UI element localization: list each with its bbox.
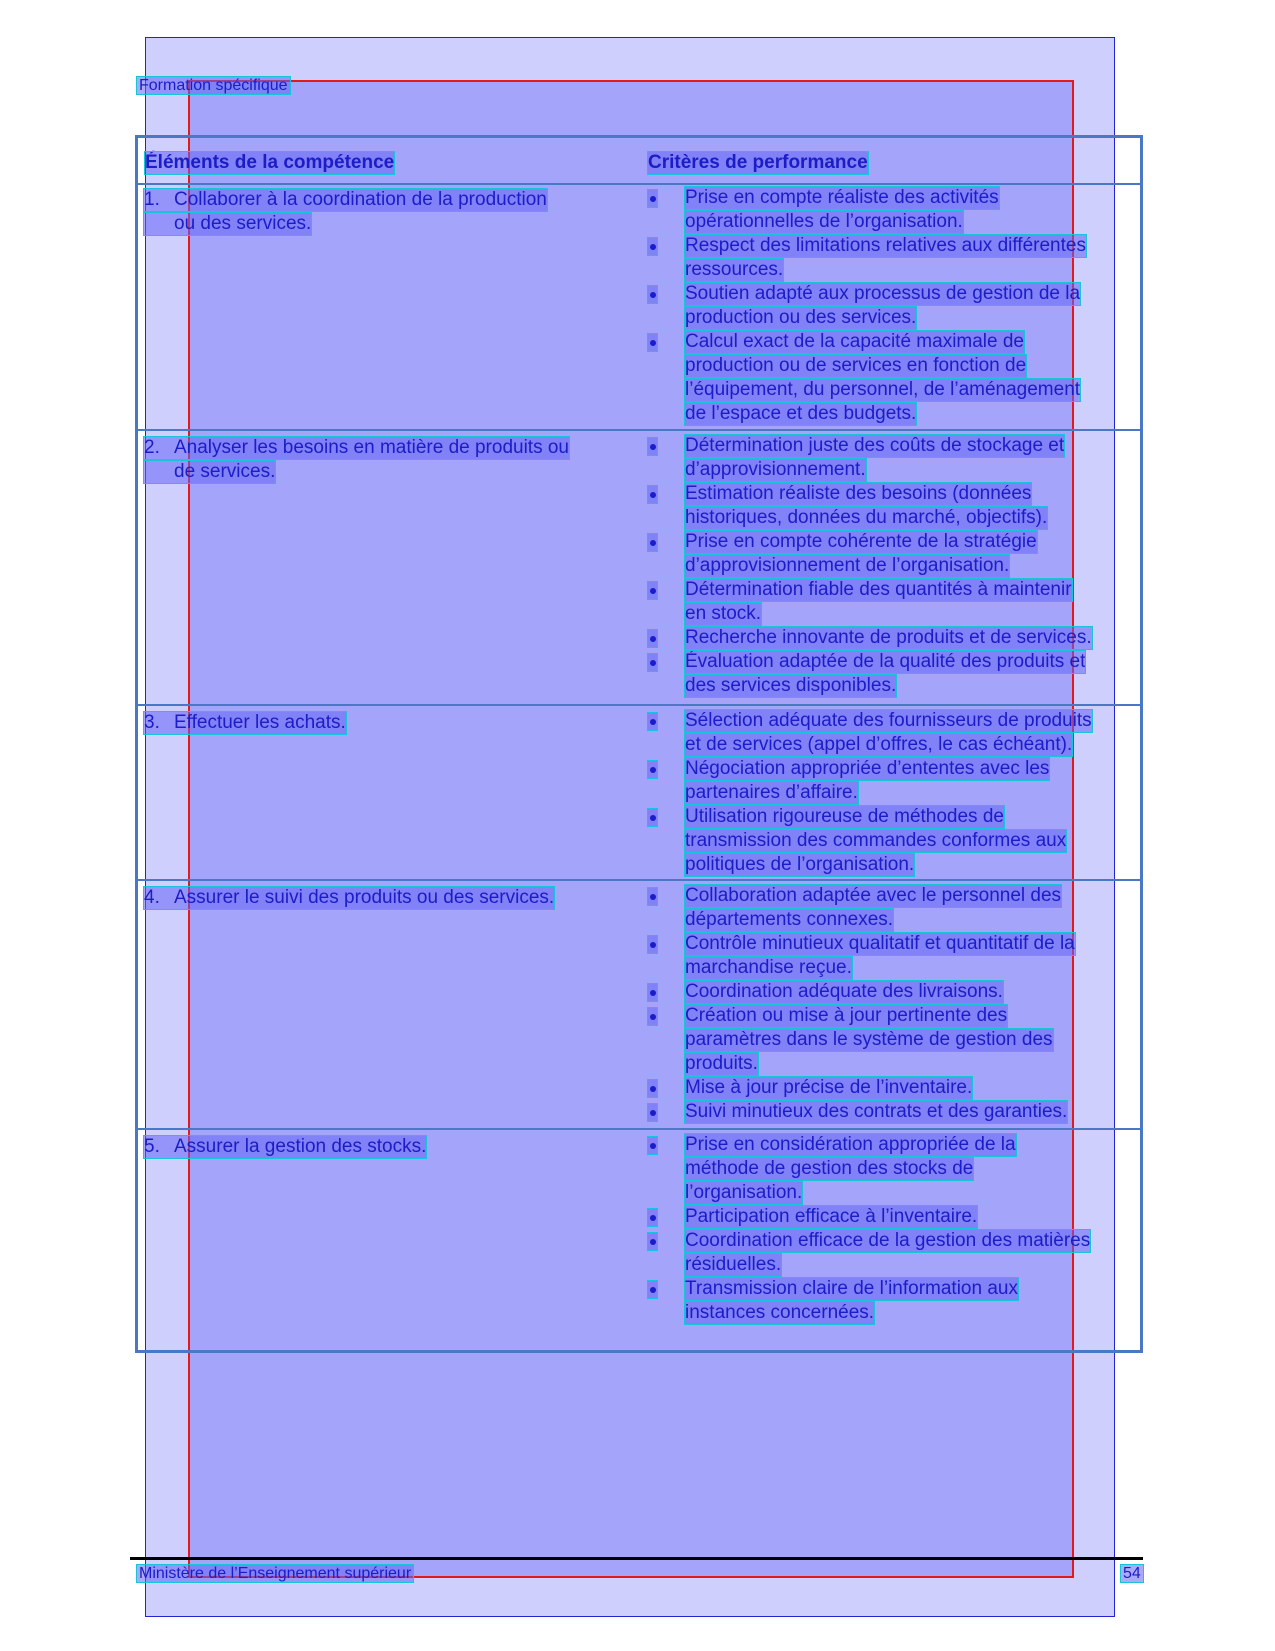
page-number: 54 xyxy=(1123,1565,1141,1582)
criterion-text: d’approvisionnement de l’organisation. xyxy=(685,555,1010,576)
criteria-list xyxy=(648,187,1138,427)
bullet-icon xyxy=(648,888,657,905)
bullet-icon xyxy=(648,809,657,826)
element-number: 1. xyxy=(144,189,160,210)
bullet-icon xyxy=(648,582,657,599)
competence-element xyxy=(144,887,610,911)
criterion-text: Mise à jour précise de l’inventaire. xyxy=(685,1077,973,1098)
criterion-item xyxy=(648,651,1138,697)
criterion-text: transmission des commandes conformes aux xyxy=(685,830,1067,851)
criterion-text: Calcul exact de la capacité maximale de xyxy=(685,331,1025,352)
criterion-item xyxy=(648,579,1138,625)
competence-element xyxy=(144,712,610,736)
criterion-text: Soutien adapté aux processus de gestion de la xyxy=(685,283,1081,304)
criterion-text: historiques, données du marché, objectifs). xyxy=(685,507,1048,528)
element-number: 5. xyxy=(144,1136,160,1157)
criterion-text: résiduelles. xyxy=(685,1254,782,1275)
criterion-text: Utilisation rigoureuse de méthodes de xyxy=(685,806,1004,827)
criterion-text: opérationnelles de l’organisation. xyxy=(685,211,963,232)
criteria-list xyxy=(648,885,1138,1125)
element-number: 2. xyxy=(144,437,160,458)
criterion-text: Négociation appropriée d’ententes avec les xyxy=(685,758,1050,779)
criterion-text: Prise en considération appropriée de la xyxy=(685,1134,1016,1155)
bullet-icon xyxy=(648,1104,657,1121)
criterion-item xyxy=(648,885,1138,931)
bullet-icon xyxy=(648,1008,657,1025)
criterion-text: produits. xyxy=(685,1053,758,1074)
criterion-text: paramètres dans le système de gestion des xyxy=(685,1029,1053,1050)
criterion-text: politiques de l’organisation. xyxy=(685,854,915,875)
running-header: Formation spécifique xyxy=(139,77,288,94)
criterion-text: et de services (appel d’offres, le cas échéant). xyxy=(685,734,1073,755)
criterion-text: partenaires d’affaire. xyxy=(685,782,858,803)
criterion-item xyxy=(648,933,1138,979)
bullet-icon xyxy=(648,984,657,1001)
element-number: 3. xyxy=(144,712,160,733)
criterion-text: Prise en compte réaliste des activités xyxy=(685,187,999,208)
criterion-text: instances concernées. xyxy=(685,1302,875,1323)
bullet-icon xyxy=(648,1281,657,1298)
criterion-text: de l’espace et des budgets. xyxy=(685,403,917,424)
criterion-text: Participation efficace à l’inventaire. xyxy=(685,1206,978,1227)
footer-ministry: Ministère de l’Enseignement supérieur xyxy=(139,1565,412,1582)
criterion-item xyxy=(648,331,1138,425)
table-divider xyxy=(138,429,1140,431)
criterion-text: l’équipement, du personnel, de l’aménagement xyxy=(685,379,1081,400)
element-text: ou des services. xyxy=(144,213,311,235)
criterion-item xyxy=(648,283,1138,329)
bullet-icon xyxy=(648,286,657,303)
bullet-icon xyxy=(648,1137,657,1154)
criterion-item xyxy=(648,1005,1138,1075)
table-divider xyxy=(138,1128,1140,1130)
criterion-text: Contrôle minutieux qualitatif et quantitatif de la xyxy=(685,933,1075,954)
criterion-item xyxy=(648,758,1138,804)
criterion-text: Évaluation adaptée de la qualité des produits et xyxy=(685,651,1086,672)
criteria-list xyxy=(648,435,1138,699)
criterion-item xyxy=(648,531,1138,577)
element-text: Effectuer les achats. xyxy=(174,712,346,733)
criterion-text: Détermination juste des coûts de stockage et xyxy=(685,435,1065,456)
bullet-icon xyxy=(648,1209,657,1226)
table-divider xyxy=(138,879,1140,881)
criterion-text: Détermination fiable des quantités à maintenir xyxy=(685,579,1072,600)
criterion-text: des services disponibles. xyxy=(685,675,897,696)
criterion-item xyxy=(648,483,1138,529)
column-header-criteria: Critères de performance xyxy=(648,152,868,173)
table-divider xyxy=(138,704,1140,706)
competence-element xyxy=(144,1136,610,1160)
footer-rule xyxy=(130,1557,1143,1560)
criterion-text: Estimation réaliste des besoins (données xyxy=(685,483,1032,504)
competence-element xyxy=(144,437,610,485)
criterion-item xyxy=(648,1077,1138,1099)
element-text: de services. xyxy=(144,461,275,483)
bullet-icon xyxy=(648,761,657,778)
criterion-text: Transmission claire de l’information aux xyxy=(685,1278,1018,1299)
bullet-icon xyxy=(648,654,657,671)
element-text: Collaborer à la coordination de la production xyxy=(174,189,547,210)
bullet-icon xyxy=(648,713,657,730)
table-header-row xyxy=(138,138,1140,184)
element-number: 4. xyxy=(144,887,160,908)
criterion-item xyxy=(648,1206,1138,1228)
criterion-text: ressources. xyxy=(685,259,784,280)
bullet-icon xyxy=(648,1080,657,1097)
criterion-item xyxy=(648,435,1138,481)
criterion-item xyxy=(648,1101,1138,1123)
criterion-item xyxy=(648,627,1138,649)
bullet-icon xyxy=(648,238,657,255)
criterion-text: Création ou mise à jour pertinente des xyxy=(685,1005,1008,1026)
criterion-item xyxy=(648,1278,1138,1324)
bullet-icon xyxy=(648,534,657,551)
criterion-text: Prise en compte cohérente de la stratégie xyxy=(685,531,1037,552)
criterion-text: Coordination adéquate des livraisons. xyxy=(685,981,1003,1002)
criterion-item xyxy=(648,981,1138,1003)
criterion-text: Suivi minutieux des contrats et des garanties. xyxy=(685,1101,1068,1122)
element-text: Assurer la gestion des stocks. xyxy=(174,1136,427,1157)
criterion-text: d’approvisionnement. xyxy=(685,459,866,480)
criterion-item xyxy=(648,235,1138,281)
criterion-text: départements connexes. xyxy=(685,909,894,930)
criterion-text: production ou de services en fonction de xyxy=(685,355,1027,376)
criterion-item xyxy=(648,1230,1138,1276)
criterion-text: méthode de gestion des stocks de xyxy=(685,1158,974,1179)
criterion-text: l’organisation. xyxy=(685,1182,803,1203)
criterion-text: Recherche innovante de produits et de services. xyxy=(685,627,1092,648)
criterion-text: marchandise reçue. xyxy=(685,957,852,978)
criterion-item xyxy=(648,806,1138,876)
element-text: Assurer le suivi des produits ou des services. xyxy=(174,887,555,908)
criterion-text: en stock. xyxy=(685,603,762,624)
criterion-text: Respect des limitations relatives aux différentes xyxy=(685,235,1086,256)
bullet-icon xyxy=(648,438,657,455)
criterion-item xyxy=(648,187,1138,233)
criterion-text: Sélection adéquate des fournisseurs de produits xyxy=(685,710,1092,731)
criteria-list xyxy=(648,1134,1138,1326)
competence-element xyxy=(144,189,610,237)
element-text: Analyser les besoins en matière de produits ou xyxy=(174,437,570,458)
bullet-icon xyxy=(648,334,657,351)
table-divider xyxy=(138,183,1140,185)
criterion-text: Collaboration adaptée avec le personnel des xyxy=(685,885,1062,906)
criterion-item xyxy=(648,1134,1138,1204)
bullet-icon xyxy=(648,1233,657,1250)
bullet-icon xyxy=(648,936,657,953)
bullet-icon xyxy=(648,630,657,647)
criterion-text: production ou des services. xyxy=(685,307,917,328)
bullet-icon xyxy=(648,486,657,503)
criterion-text: Coordination efficace de la gestion des matières xyxy=(685,1230,1091,1251)
bullet-icon xyxy=(648,190,657,207)
criteria-list xyxy=(648,710,1138,878)
criterion-item xyxy=(648,710,1138,756)
column-header-elements: Éléments de la compétence xyxy=(145,152,395,173)
